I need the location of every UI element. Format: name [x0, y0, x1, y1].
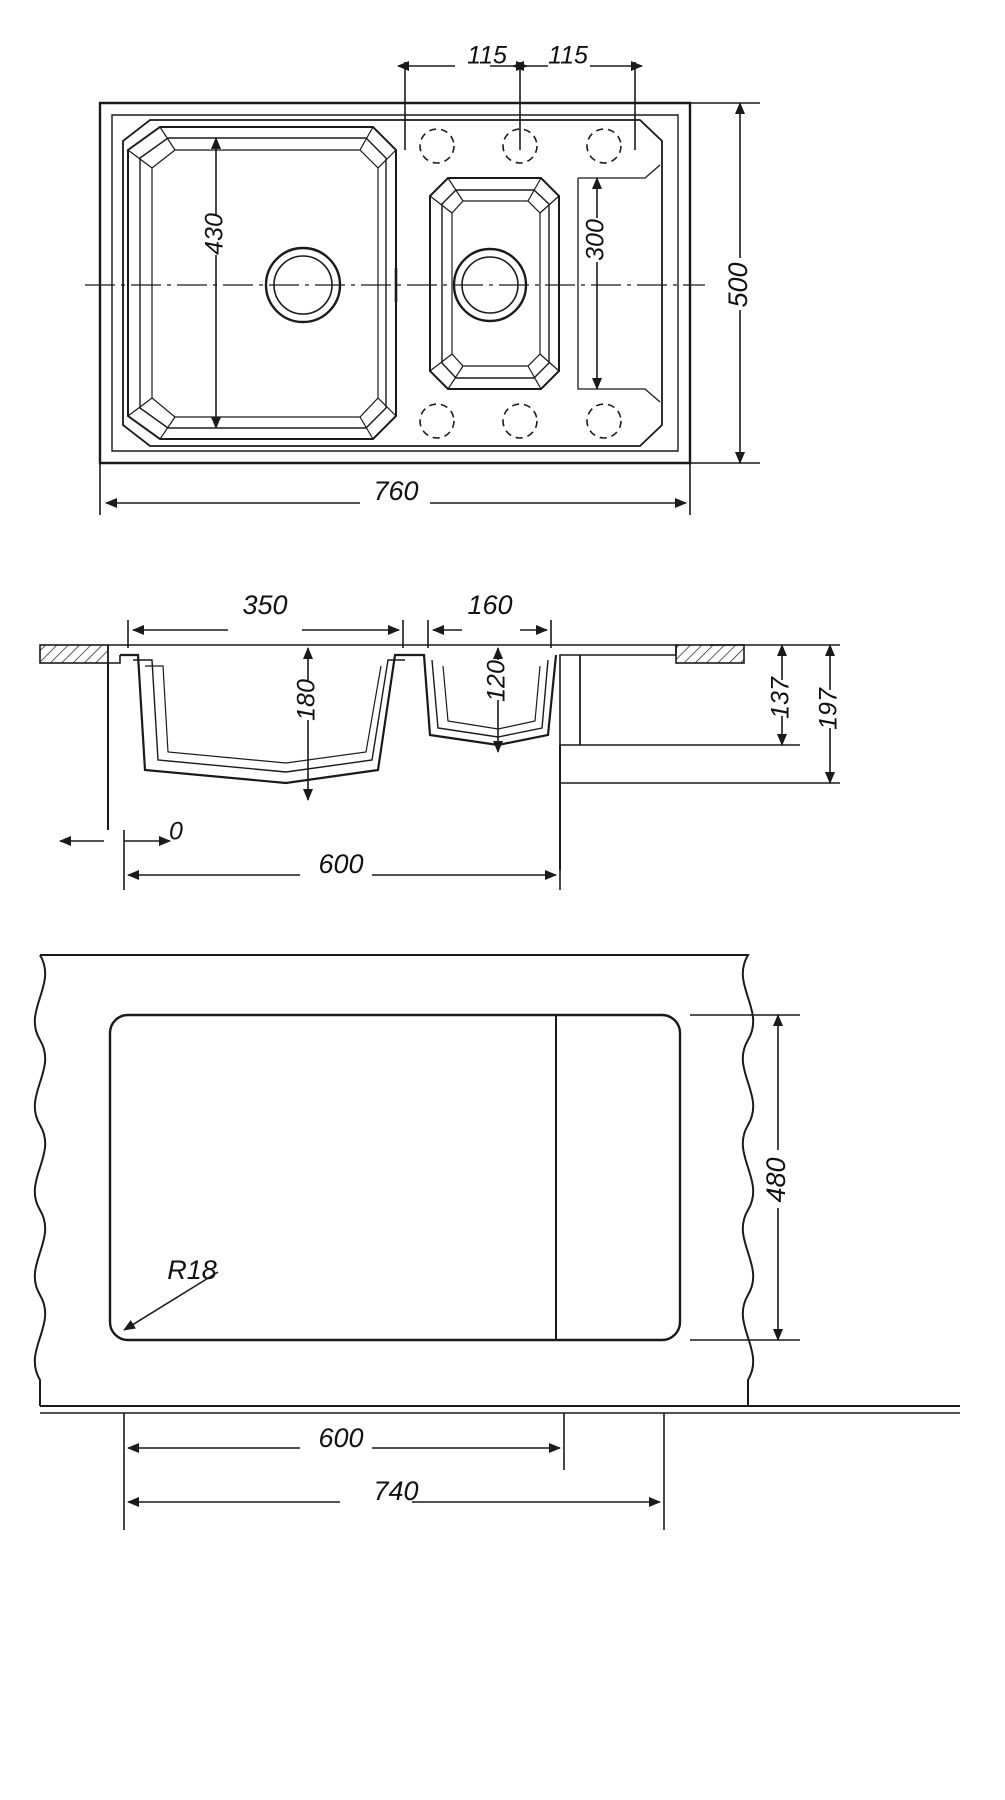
dim-main-bowl-height: 180 [292, 679, 321, 721]
top-view [85, 42, 760, 515]
dim-flange-height: 137 [766, 677, 795, 719]
dim-main-bowl-width: 350 [242, 590, 288, 621]
break-line-right [40, 955, 753, 1406]
faucet-knockouts [420, 129, 621, 438]
dim-overall-width: 760 [373, 476, 419, 507]
dim-overall-height: 500 [723, 262, 754, 308]
countertop-left [40, 645, 108, 663]
dim-total-height: 197 [814, 688, 843, 730]
dim-350-group [128, 620, 403, 648]
dim-main-bowl-depth: 430 [200, 213, 229, 255]
drainer-grooves [578, 165, 660, 402]
dim-outer-width: 740 [373, 1476, 419, 1507]
cutout-rectangle [110, 1015, 680, 1340]
main-bowl-corner-details [128, 127, 396, 439]
dim-small-bowl-height: 120 [482, 660, 511, 702]
cutout-view [35, 955, 960, 1530]
main-bowl-section-lining [145, 666, 381, 763]
hole-dimension-group [398, 62, 642, 150]
dim-corner-radius: R18 [167, 1255, 217, 1286]
section-left-edge [108, 645, 120, 663]
break-line-left [35, 955, 45, 1406]
dim-zero-offset: 0 [169, 817, 183, 846]
dim-zero-group [60, 830, 170, 890]
dim-cutout-height: 480 [761, 1157, 792, 1203]
section-view [40, 590, 843, 890]
dim-160-group [428, 620, 551, 648]
dim-740-group [128, 1413, 664, 1530]
dim-hole-right: 115 [548, 41, 588, 70]
dim-small-bowl-width: 160 [467, 590, 513, 621]
small-bowl-inner [442, 190, 549, 378]
dim-hole-left: 115 [467, 41, 507, 70]
dim-cutout-width: 600 [318, 1423, 364, 1454]
dim-small-bowl-depth: 300 [581, 219, 610, 261]
main-bowl-section-inner [133, 660, 405, 772]
dim-cabinet-width: 600 [318, 849, 364, 880]
dim-137-197-group [560, 645, 840, 783]
sink-basin-field [123, 120, 662, 446]
countertop-right [676, 645, 744, 663]
main-bowl-inner [140, 138, 386, 428]
main-bowl-outline [128, 127, 396, 439]
